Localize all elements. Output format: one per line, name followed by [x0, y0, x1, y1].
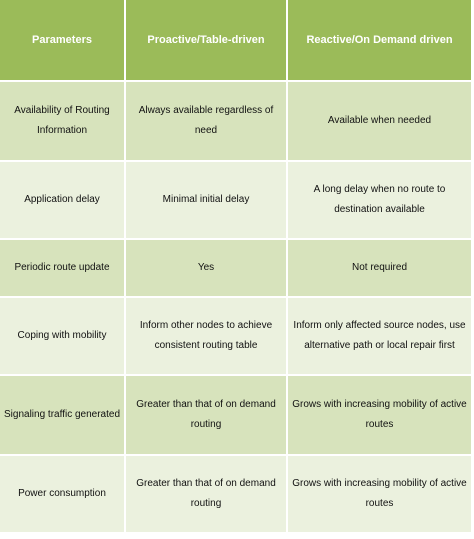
- proactive-cell: Yes: [126, 240, 288, 298]
- parameter-cell: Periodic route update: [0, 240, 126, 298]
- parameter-cell: Application delay: [0, 162, 126, 240]
- reactive-cell: Grows with increasing mobility of active routes: [288, 376, 471, 456]
- reactive-cell: Inform only affected source nodes, use alternative path or local repair first: [288, 298, 471, 376]
- header-row: [0, 0, 471, 82]
- table-row: [0, 376, 471, 456]
- parameter-cell: Signaling traffic generated: [0, 376, 126, 456]
- table-row: [0, 240, 471, 298]
- header-cell-reactive: Reactive/On Demand driven: [288, 0, 471, 82]
- parameter-cell: Availability of Routing Information: [0, 82, 126, 162]
- table-row: [0, 298, 471, 376]
- header-cell-parameters: Parameters: [0, 0, 126, 82]
- proactive-cell: Greater than that of on demand routing: [126, 456, 288, 534]
- reactive-cell: A long delay when no route to destination available: [288, 162, 471, 240]
- table-row: [0, 162, 471, 240]
- reactive-cell: Grows with increasing mobility of active routes: [288, 456, 471, 534]
- reactive-cell: Available when needed: [288, 82, 471, 162]
- reactive-cell: Not required: [288, 240, 471, 298]
- parameter-cell: Coping with mobility: [0, 298, 126, 376]
- header-cell-proactive: Proactive/Table-driven: [126, 0, 288, 82]
- proactive-cell: Minimal initial delay: [126, 162, 288, 240]
- table-row: [0, 456, 471, 534]
- proactive-cell: Inform other nodes to achieve consistent routing table: [126, 298, 288, 376]
- parameter-cell: Power consumption: [0, 456, 126, 534]
- proactive-cell: Always available regardless of need: [126, 82, 288, 162]
- table-row: [0, 82, 471, 162]
- proactive-cell: Greater than that of on demand routing: [126, 376, 288, 456]
